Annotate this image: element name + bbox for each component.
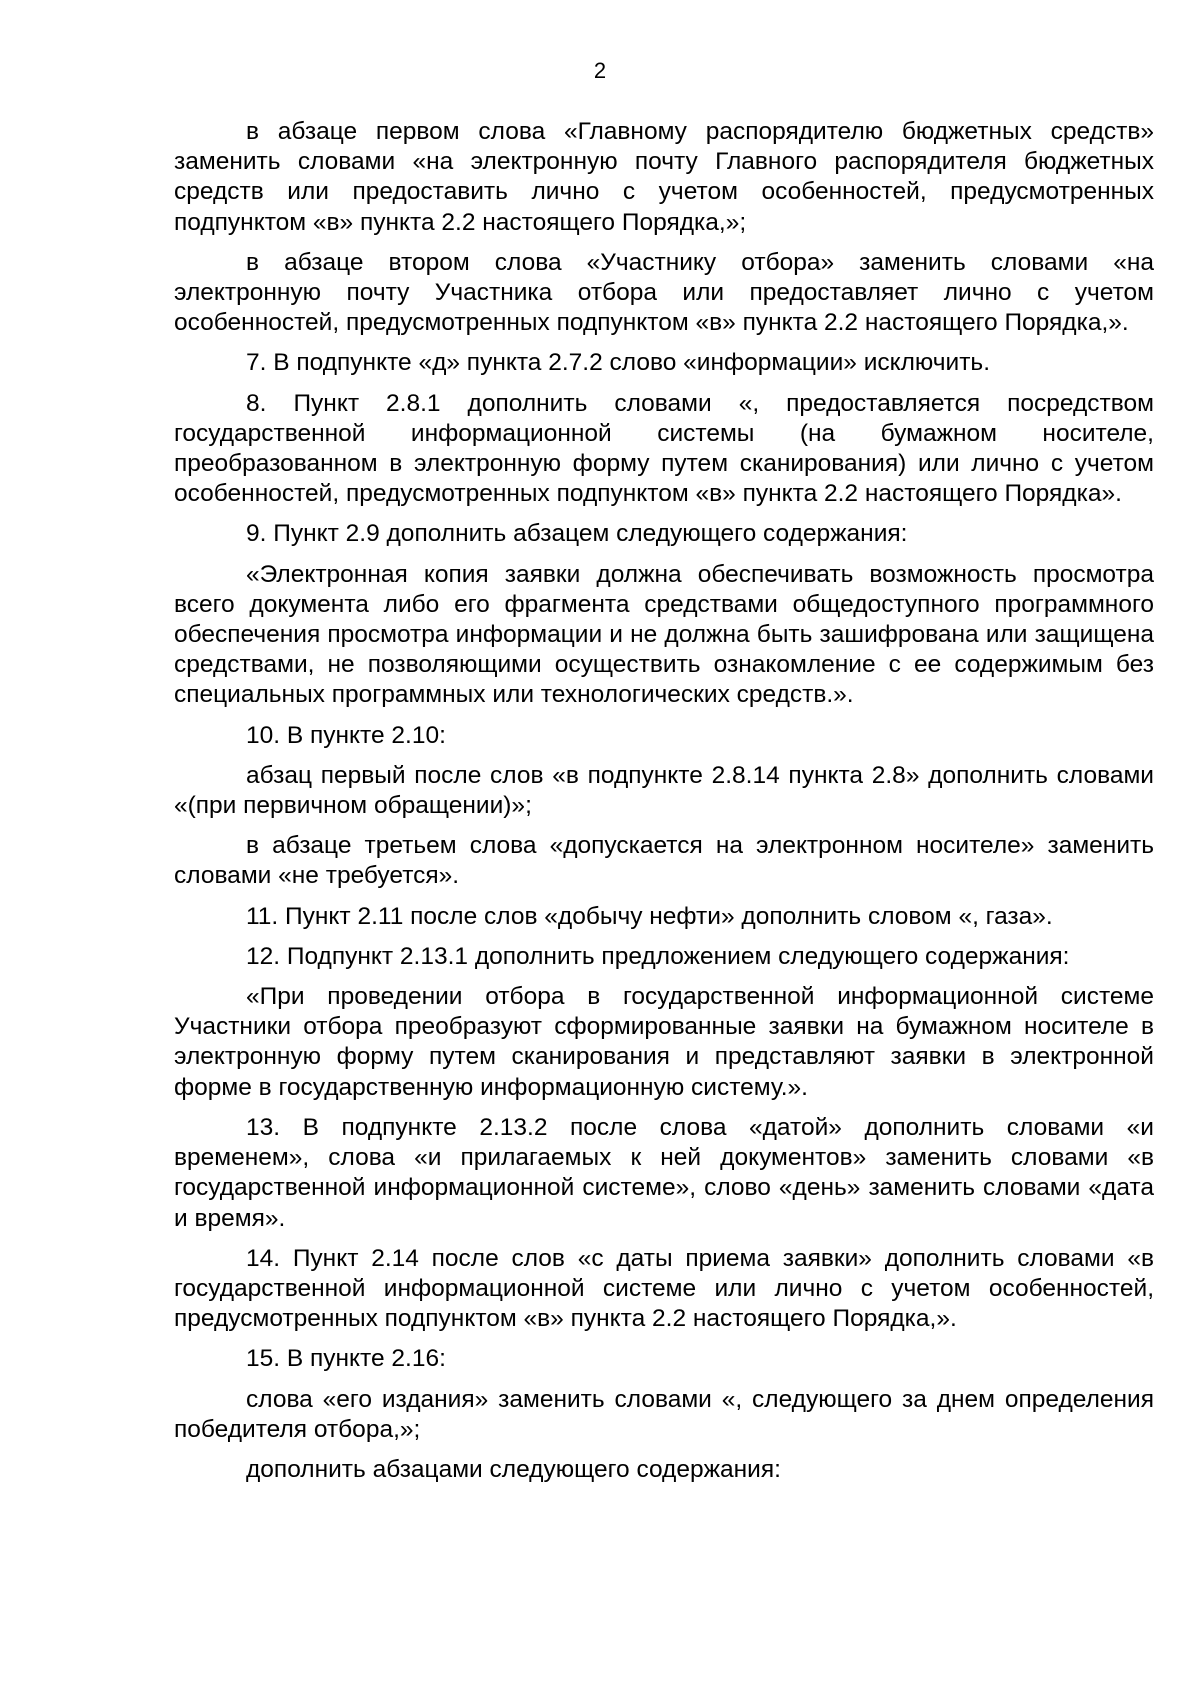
page-number: 2	[593, 58, 607, 83]
paragraph: в абзаце третьем слова «допускается на электронном носителе» заменить словами «не требуется».	[174, 832, 1154, 890]
paragraph: «Электронная копия заявки должна обеспечивать возможность просмотра всего документа либо его фрагмента средствами общедоступного программного обеспечения просмотра информации и не должна быть зашифрована или защищена средствами, не позволяющими осуществить ознакомление с ее содержимым без специальных программных или технологических средств.».	[174, 560, 1154, 709]
document-body	[174, 117, 1154, 1495]
paragraph: 8. Пункт 2.8.1 дополнить словами «, предоставляется посредством государственной информационной системы (на бумажном носителе, преобразованном в электронную форму путем сканирования) или лично с учетом особенностей, предусмотренных подпунктом «в» пункта 2.2 настоящего Порядка».	[174, 389, 1154, 508]
paragraph: 9. Пункт 2.9 дополнить абзацем следующего содержания:	[246, 520, 908, 548]
paragraph: 11. Пункт 2.11 после слов «добычу нефти» дополнить словом «, газа».	[246, 902, 1053, 930]
paragraph: в абзаце втором слова «Участнику отбора» заменить словами «на электронную почту Участника отбора или предоставляет лично с учетом особенностей, предусмотренных подпунктом «в» пункта 2.2 настоящего Порядка,».	[174, 248, 1154, 337]
paragraph: абзац первый после слов «в подпункте 2.8.14 пункта 2.8» дополнить словами «(при первичном обращении)»;	[174, 761, 1154, 820]
paragraph: 15. В пункте 2.16:	[246, 1345, 446, 1373]
paragraph: 7. В подпункте «д» пункта 2.7.2 слово «информации» исключить.	[246, 349, 991, 377]
paragraph: 13. В подпункте 2.13.2 после слова «датой» дополнить словами «и временем», слова «и прилагаемых к ней документов» заменить словами «в государственной информационной системе», слово «день» заменить словами «дата и время».	[174, 1113, 1154, 1232]
paragraph: «При проведении отбора в государственной информационной системе Участники отбора преобразуют сформированные заявки на бумажном носителе в электронную форму путем сканирования и представляют заявки в электронной форме в государственную информационную систему.».	[174, 983, 1154, 1101]
paragraph: 12. Подпункт 2.13.1 дополнить предложением следующего содержания:	[246, 942, 1070, 970]
paragraph: дополнить абзацами следующего содержания:	[246, 1455, 781, 1483]
paragraph: 10. В пункте 2.10:	[246, 721, 446, 749]
paragraph: 14. Пункт 2.14 после слов «с даты приема заявки» дополнить словами «в государственной информационной системе или лично с учетом особенностей, предусмотренных подпунктом «в» пункта 2.2 настоящего Порядка,».	[174, 1244, 1154, 1333]
paragraph: слова «его издания» заменить словами «, следующего за днем определения победителя отбора,»;	[174, 1385, 1154, 1443]
paragraph: в абзаце первом слова «Главному распорядителю бюджетных средств» заменить словами «на электронную почту Главного распорядителя бюджетных средств или предоставить лично с учетом особенностей, предусмотренных подпунктом «в» пункта 2.2 настоящего Порядка,»;	[174, 118, 1154, 236]
